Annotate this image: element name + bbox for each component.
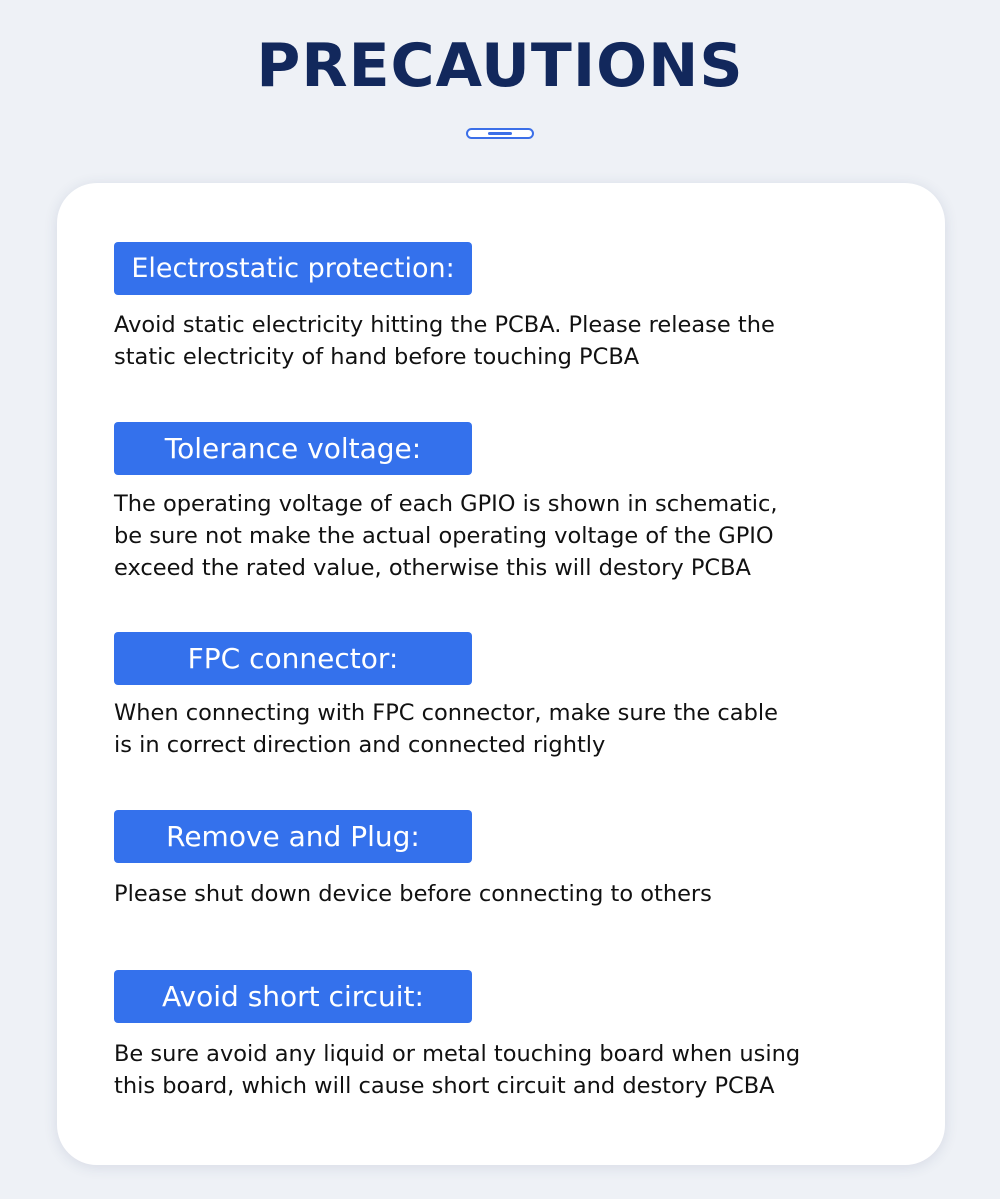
section-text	[114, 697, 909, 761]
text-line: exceed the rated value, otherwise this will destory PCBA	[114, 555, 751, 581]
section-heading: Electrostatic protection:	[114, 242, 472, 295]
text-line: Please shut down device before connecting to others	[114, 881, 712, 907]
section-heading: Avoid short circuit:	[114, 970, 472, 1023]
title-divider	[466, 128, 534, 139]
text-line: static electricity of hand before touching PCBA	[114, 344, 640, 370]
text-line: Avoid static electricity hitting the PCBA. Please release the	[114, 312, 775, 338]
page-title: PRECAUTIONS	[256, 31, 744, 101]
section-text	[114, 1038, 909, 1102]
section-heading: FPC connector:	[114, 632, 472, 685]
text-line: The operating voltage of each GPIO is shown in schematic,	[114, 491, 778, 517]
section-heading: Tolerance voltage:	[114, 422, 472, 475]
section-heading: Remove and Plug:	[114, 810, 472, 863]
text-line: this board, which will cause short circuit and destory PCBA	[114, 1073, 775, 1099]
text-line: is in correct direction and connected rightly	[114, 732, 606, 758]
text-line: be sure not make the actual operating voltage of the GPIO	[114, 523, 774, 549]
text-line: When connecting with FPC connector, make sure the cable	[114, 700, 778, 726]
precautions-card	[57, 183, 945, 1165]
section-text	[114, 488, 909, 584]
text-line: Be sure avoid any liquid or metal touching board when using	[114, 1041, 801, 1067]
section-text	[114, 309, 909, 373]
section-text	[114, 878, 909, 910]
